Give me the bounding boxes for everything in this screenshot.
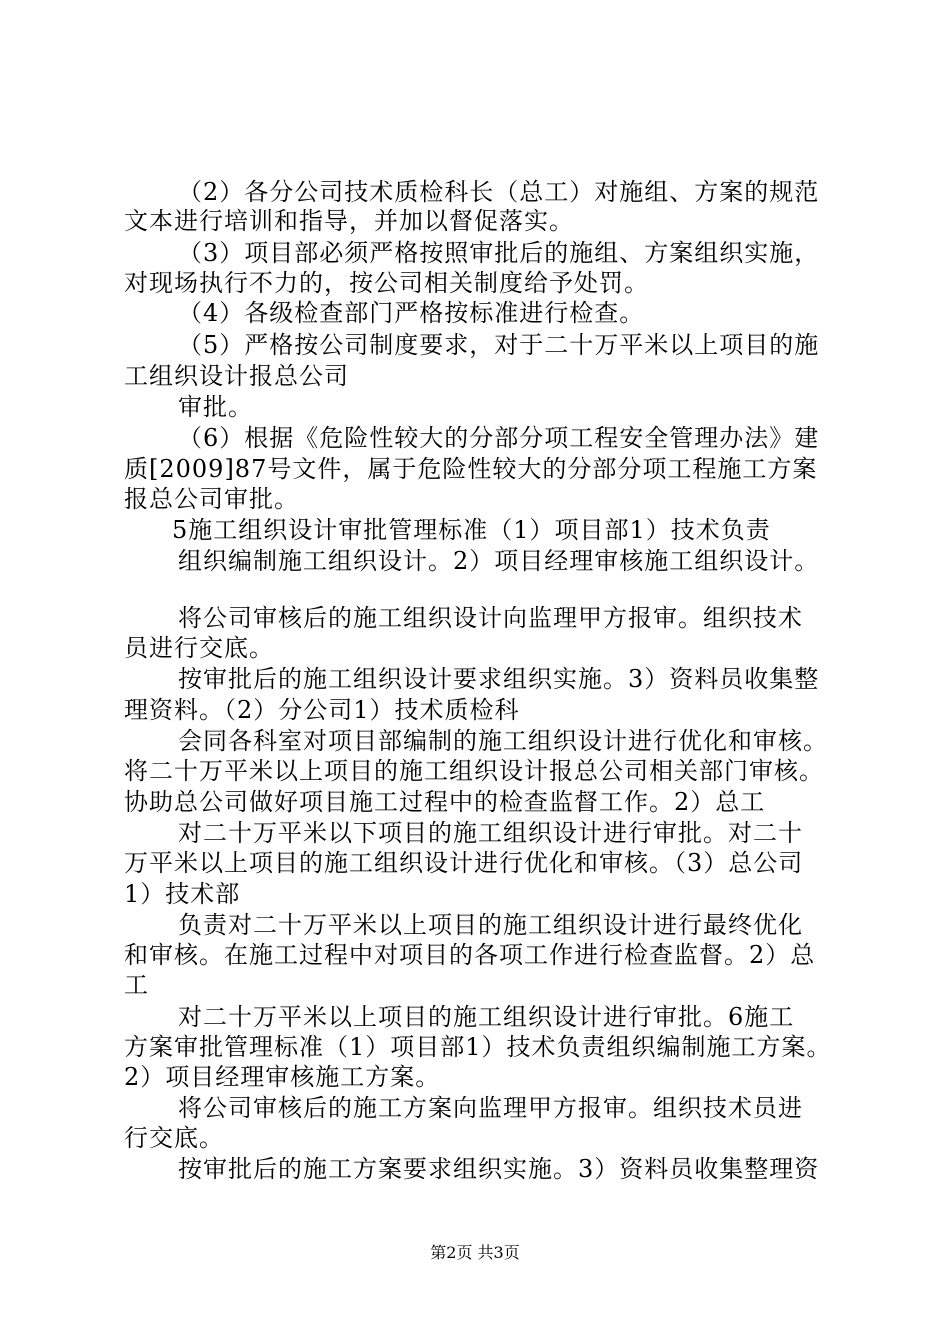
text-line: 按审批后的施工组织设计要求组织实施。3）资料员收集整	[178, 665, 820, 693]
text-line: 员进行交底。	[124, 634, 274, 662]
text-line: 行交底。	[124, 1124, 224, 1152]
text-line: （4）各级检查部门严格按标准进行检查。	[178, 299, 645, 327]
text-line: 会同各科室对项目部编制的施工组织设计进行优化和审核。	[178, 727, 828, 755]
text-line: 文本进行培训和指导，并加以督促落实。	[124, 207, 574, 235]
text-line: 工组织设计报总公司	[124, 362, 349, 390]
text-line: 组织编制施工组织设计。2）项目经理审核施工组织设计。	[178, 547, 820, 575]
text-line: 将公司审核后的施工方案向监理甲方报审。组织技术员进	[178, 1094, 803, 1122]
text-line: 2）项目经理审核施工方案。	[124, 1063, 441, 1091]
text-line: （2）各分公司技术质检科长（总工）对施组、方案的规范	[178, 178, 820, 206]
text-line: 将公司审核后的施工组织设计向监理甲方报审。组织技术	[178, 604, 803, 632]
text-line: 按审批后的施工方案要求组织实施。3）资料员收集整理资	[178, 1155, 820, 1183]
text-line: 1）技术部	[124, 880, 241, 908]
text-line: 协助总公司做好项目施工过程中的检查监督工作。2）总工	[124, 788, 766, 816]
text-line: 审批。	[178, 393, 253, 421]
text-line: （5）严格按公司制度要求，对于二十万平米以上项目的施	[178, 331, 820, 359]
text-line: （6）根据《危险性较大的分部分项工程安全管理办法》建	[178, 424, 820, 452]
text-line: 工	[124, 971, 149, 999]
text-line: 质[2009]87号文件，属于危险性较大的分部分项工程施工方案	[124, 455, 818, 483]
text-line: 对现场执行不力的，按公司相关制度给予处罚。	[124, 269, 649, 297]
text-line: 理资料。（2）分公司1）技术质检科	[124, 696, 520, 724]
text-line: （3）项目部必须严格按照审批后的施组、方案组织实施，	[178, 239, 820, 267]
text-line: 报总公司审批。	[124, 485, 299, 513]
text-line: 对二十万平米以上项目的施工组织设计进行审批。6施工	[178, 1003, 795, 1031]
text-line: 和审核。在施工过程中对项目的各项工作进行检查监督。2）总	[124, 941, 816, 969]
text-line: 对二十万平米以下项目的施工组织设计进行审批。对二十	[178, 819, 803, 847]
text-line: 方案审批管理标准（1）项目部1）技术负责组织编制施工方案。	[124, 1033, 832, 1061]
text-line: 将二十万平米以上项目的施工组织设计报总公司相关部门审核。	[124, 757, 824, 785]
text-line: 5施工组织设计审批管理标准（1）项目部1）技术负责	[172, 516, 771, 544]
text-line: 负责对二十万平米以上项目的施工组织设计进行最终优化	[178, 911, 803, 939]
page-number-footer: 第2页 共3页	[430, 1243, 520, 1262]
text-line: 万平米以上项目的施工组织设计进行优化和审核。（3）总公司	[124, 849, 804, 877]
